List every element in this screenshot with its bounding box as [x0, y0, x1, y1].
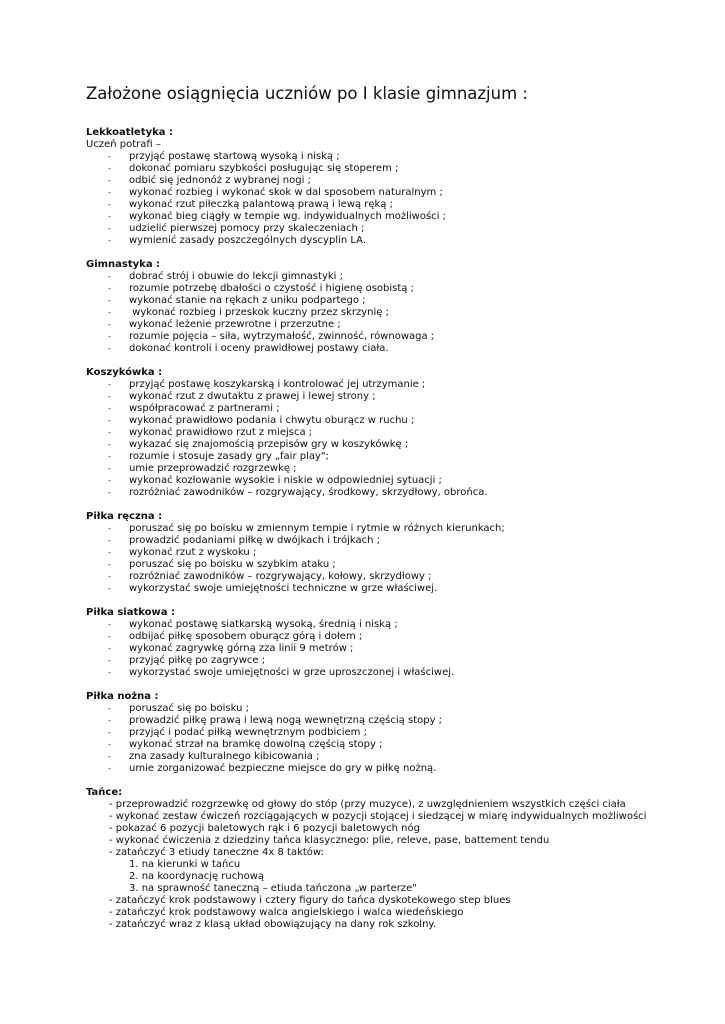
list-item: - wykonać stanie na rękach z uniku podpartego ; [108, 295, 366, 306]
numbered-item: 2. na koordynację ruchową [129, 871, 265, 882]
list-item: - umie zorganizować bezpieczne miejsce do gry w piłkę nożną. [108, 763, 437, 774]
list-item: - wykonać rzut z wyskoku ; [108, 547, 257, 558]
dash-bullet: - [108, 620, 111, 629]
list-item: - wykonać rzut z dwutaktu z prawej i lewej strony ; [108, 391, 376, 402]
numbered-item: 3. na sprawność taneczną – etiuda tańczona „w parterze" [129, 883, 417, 894]
dash-bullet: - [108, 308, 111, 317]
dash-bullet: - [108, 296, 111, 305]
dash-bullet: - [108, 764, 111, 773]
list-item: - wykonać leżenie przewrotne i przerzutne ; [108, 319, 341, 330]
list-item: - wykonać zagrywkę górną zza linii 9 metrów ; [108, 643, 354, 654]
list-item: - wykonać zestaw ćwiczeń rozciągających w pozycji stojącej i siedzącej w miarę indywidualnych możliwości [109, 811, 647, 822]
section-gimnastyka [86, 259, 696, 355]
list-item: - wykonać strzał na bramkę dowolną częścią stopy ; [108, 739, 383, 750]
section-heading: Piłka ręczna : [86, 511, 163, 522]
list-item: - zatańczyć 3 etiudy taneczne 4x 8 taktów: [109, 847, 324, 858]
dash-bullet: - [108, 524, 111, 533]
list-item: - poruszać się po boisku w szybkim ataku ; [108, 559, 336, 570]
list-item: - wykonać rozbieg i przeskok kuczny przez skrzynię ; [108, 307, 389, 318]
list-item: - rozróżniać zawodników – rozgrywający, kołowy, skrzydłowy ; [108, 571, 432, 582]
item-list [86, 151, 696, 247]
numbered-item: 1. na kierunki w tańcu [129, 859, 241, 870]
dash-bullet: - [108, 728, 111, 737]
dash-bullet: - [108, 572, 111, 581]
list-item: - wymienić zasady poszczególnych dyscyplin LA. [108, 235, 367, 246]
section-heading: Piłka siatkowa : [86, 607, 175, 618]
item-list [86, 379, 696, 499]
item-list [86, 703, 696, 775]
dash-bullet: - [108, 584, 111, 593]
list-item: - wykonać postawę siatkarską wysoką, średnią i niską ; [108, 619, 398, 630]
dash-bullet: - [108, 416, 111, 425]
list-item: - wykazać się znajomością przepisów gry w koszykówkę ; [108, 439, 409, 450]
list-item: - prowadzić piłkę prawą i lewą nogą wewnętrzną częścią stopy ; [108, 715, 443, 726]
list-item: - odbić się jednonóż z wybranej nogi ; [108, 175, 311, 186]
list-item: - udzielić pierwszej pomocy przy skaleczeniach ; [108, 223, 365, 234]
document-title: Założone osiągnięcia uczniów po I klasie gimnazjum : [86, 84, 528, 103]
list-item: - wykonać prawidłowo podania i chwytu oburącz w ruchu ; [108, 415, 415, 426]
dash-bullet: - [108, 740, 111, 749]
list-item: - rozumie i stosuje zasady gry „fair play"; [108, 451, 329, 462]
section-heading: Piłka nożna : [86, 691, 159, 702]
dash-bullet: - [108, 668, 111, 677]
section-pilka-reczna [86, 511, 696, 595]
list-item: - dokonać pomiaru szybkości posługując się stoperem ; [108, 163, 399, 174]
list-item: - wykorzystać swoje umiejętności techniczne w grze właściwej. [108, 583, 438, 594]
list-item: - poruszać się po boisku ; [108, 703, 249, 714]
dash-bullet: - [108, 200, 111, 209]
list-item: - współpracować z partnerami ; [108, 403, 280, 414]
section-lekkoatletyka [86, 127, 696, 247]
item-list [86, 271, 696, 355]
list-item: - przeprowadzić rozgrzewkę od głowy do stóp (przy muzyce), z uwzględnieniem wszystkich części ciała [109, 799, 626, 810]
dash-bullet: - [108, 344, 111, 353]
dash-bullet: - [108, 440, 111, 449]
dash-bullet: - [108, 380, 111, 389]
dash-bullet: - [108, 536, 111, 545]
dash-bullet: - [108, 476, 111, 485]
dash-bullet: - [108, 164, 111, 173]
list-item: - rozumie pojęcia – siła, wytrzymałość, zwinność, równowaga ; [108, 331, 435, 342]
section-heading: Gimnastyka : [86, 259, 161, 270]
list-item: - odbijać piłkę sposobem oburącz górą i dołem ; [108, 631, 363, 642]
dash-bullet: - [108, 560, 111, 569]
dash-bullet: - [108, 212, 111, 221]
dash-bullet: - [108, 464, 111, 473]
dash-bullet: - [108, 224, 111, 233]
dash-bullet: - [108, 176, 111, 185]
section-heading: Koszykówka : [86, 367, 163, 378]
list-item: - zatańczyć wraz z klasą układ obowiązujący na dany rok szkolny. [109, 919, 437, 930]
item-list [86, 523, 696, 595]
list-item: - zatańczyć krok podstawowy i cztery figury do tańca dyskotekowego step blues [109, 895, 511, 906]
list-item: - dobrać strój i obuwie do lekcji gimnastyki ; [108, 271, 343, 282]
section-pilka-nozna [86, 691, 696, 775]
document-page [86, 84, 696, 943]
list-item: - rozumie potrzebę dbałości o czystość i higienę osobistą ; [108, 283, 414, 294]
list-item: - umie przeprowadzić rozgrzewkę ; [108, 463, 297, 474]
dash-bullet: - [108, 428, 111, 437]
dash-bullet: - [108, 284, 111, 293]
list-item: - dokonać kontroli i oceny prawidłowej postawy ciała. [108, 343, 389, 354]
dash-bullet: - [108, 488, 111, 497]
dash-bullet: - [108, 320, 111, 329]
list-item: - zna zasady kulturalnego kibicowania ; [108, 751, 320, 762]
list-item: - zatańczyć krok podstawowy walca angielskiego i walca wiedeńskiego [109, 907, 464, 918]
dash-bullet: - [108, 752, 111, 761]
dash-bullet: - [108, 656, 111, 665]
dash-bullet: - [108, 188, 111, 197]
dash-bullet: - [108, 392, 111, 401]
section-pilka-siatkowa [86, 607, 696, 679]
dash-bullet: - [108, 704, 111, 713]
list-item: - rozróżniać zawodników – rozgrywający, środkowy, skrzydłowy, obrońca. [108, 487, 488, 498]
list-item: - przyjąć i podać piłką wewnętrznym podbiciem ; [108, 727, 367, 738]
list-item: - poruszać się po boisku w zmiennym tempie i rytmie w różnych kierunkach; [108, 523, 505, 534]
dash-bullet: - [108, 272, 111, 281]
list-item: - przyjąć piłkę po zagrywce ; [108, 655, 266, 666]
dash-bullet: - [108, 152, 111, 161]
list-item: - wykorzystać swoje umiejętności w grze uproszczonej i właściwej. [108, 667, 455, 678]
dash-bullet: - [108, 404, 111, 413]
dash-bullet: - [108, 548, 111, 557]
dash-bullet: - [108, 644, 111, 653]
item-list [86, 799, 696, 931]
section-heading: Tańce: [86, 787, 123, 798]
list-item: - wykonać kozłowanie wysokie i niskie w odpowiedniej sytuacji ; [108, 475, 442, 486]
list-item: - wykonać rozbieg i wykonać skok w dal sposobem naturalnym ; [108, 187, 443, 198]
section-koszykowka [86, 367, 696, 499]
list-item: - przyjąć postawę koszykarską i kontrolować jej utrzymanie ; [108, 379, 426, 390]
list-item: - wykonać rzut piłeczką palantową prawą i lewą ręką ; [108, 199, 393, 210]
list-item: - pokazać 6 pozycji baletowych rąk i 6 pozycji baletowych nóg [109, 823, 420, 834]
dash-bullet: - [108, 716, 111, 725]
list-item: - wykonać prawidłowo rzut z miejsca ; [108, 427, 313, 438]
list-item: - przyjąć postawę startową wysoką i niską ; [108, 151, 340, 162]
section-intro: Uczeń potrafi – [86, 139, 161, 150]
dash-bullet: - [108, 236, 111, 245]
section-heading: Lekkoatletyka : [86, 127, 173, 138]
section-tance [86, 787, 696, 931]
dash-bullet: - [108, 452, 111, 461]
list-item: - wykonać bieg ciągły w tempie wg. indywidualnych możliwości ; [108, 211, 446, 222]
list-item: - prowadzić podaniami piłkę w dwójkach i trójkach ; [108, 535, 381, 546]
item-list [86, 619, 696, 679]
dash-bullet: - [108, 332, 111, 341]
dash-bullet: - [108, 632, 111, 641]
list-item: - wykonać ćwiczenia z dziedziny tańca klasycznego: plie, releve, pase, battement tendu [109, 835, 550, 846]
